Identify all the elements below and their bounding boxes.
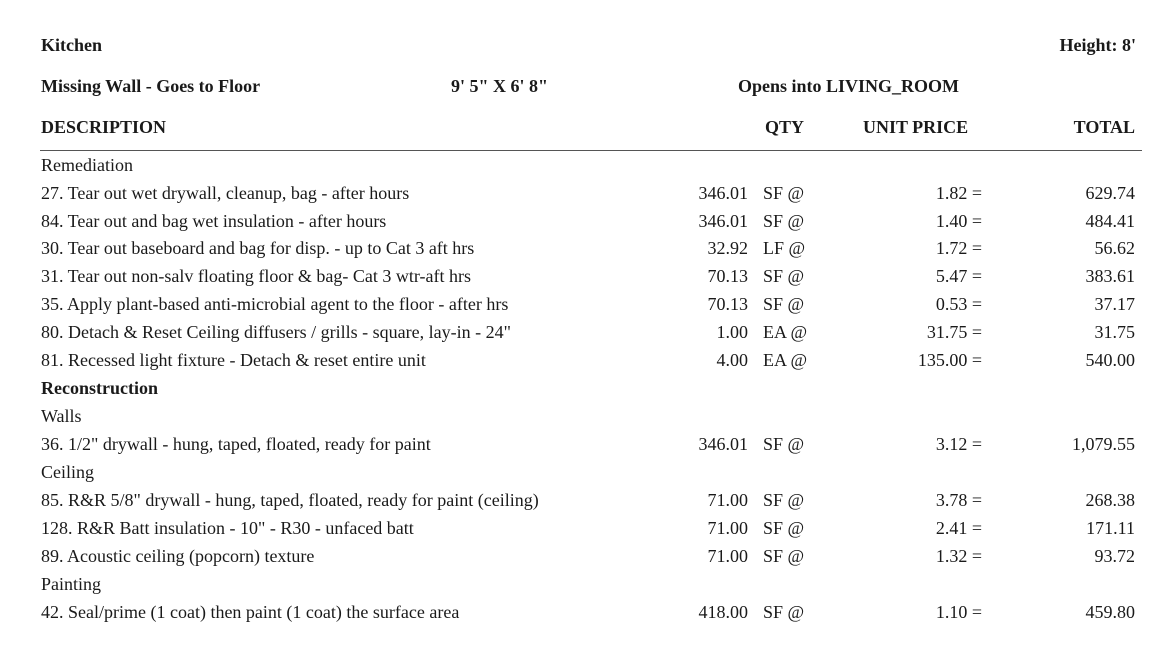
opening-size: 9' 5" X 6' 8" (451, 76, 548, 96)
item-total: 1,079.55 (1072, 434, 1135, 454)
item-unit: SF @ (763, 518, 805, 538)
item-unit-price: 135.00 = (917, 350, 982, 370)
section-ceiling: Ceiling (41, 462, 94, 482)
item-qty: 346.01 (698, 211, 748, 231)
item-description: 30. Tear out baseboard and bag for disp. - up to Cat 3 aft hrs (41, 238, 475, 258)
item-unit: SF @ (763, 546, 805, 566)
item-description: 80. Detach & Reset Ceiling diffusers / grills - square, lay-in - 24" (41, 322, 511, 342)
item-description: 85. R&R 5/8" drywall - hung, taped, floated, ready for paint (ceiling) (41, 490, 539, 510)
item-total: 540.00 (1085, 350, 1135, 370)
item-unit-price: 1.32 = (935, 546, 982, 566)
line-item (0, 518, 1170, 546)
item-total: 56.62 (1094, 238, 1135, 258)
item-total: 37.17 (1094, 294, 1135, 314)
item-description: 36. 1/2" drywall - hung, taped, floated, ready for paint (41, 434, 431, 454)
opening-label: Missing Wall - Goes to Floor (41, 76, 261, 96)
item-unit-price: 1.10 = (935, 602, 982, 622)
item-unit-price: 0.53 = (935, 294, 982, 314)
item-unit-price: 31.75 = (926, 322, 982, 342)
line-item (0, 322, 1170, 350)
column-header-unit-price: UNIT PRICE (863, 117, 969, 137)
item-description: 89. Acoustic ceiling (popcorn) texture (41, 546, 315, 566)
item-qty: 32.92 (707, 238, 748, 258)
column-header-total: TOTAL (1073, 117, 1135, 137)
line-item (0, 602, 1170, 630)
item-qty: 71.00 (707, 518, 748, 538)
item-qty: 71.00 (707, 490, 748, 510)
item-total: 31.75 (1094, 322, 1135, 342)
item-unit: SF @ (763, 434, 805, 454)
room-height: Height: 8' (1059, 35, 1136, 55)
item-unit: SF @ (763, 183, 805, 203)
item-unit-price: 2.41 = (935, 518, 982, 538)
item-description: 42. Seal/prime (1 coat) then paint (1 coat) the surface area (41, 602, 460, 622)
item-qty: 346.01 (698, 434, 748, 454)
item-qty: 346.01 (698, 183, 748, 203)
item-description: 128. R&R Batt insulation - 10" - R30 - unfaced batt (41, 518, 414, 538)
section-walls: Walls (41, 406, 82, 426)
item-description: 31. Tear out non-salv floating floor & bag- Cat 3 wtr-aft hrs (41, 266, 471, 286)
header-divider (40, 150, 1142, 151)
item-description: 81. Recessed light fixture - Detach & reset entire unit (41, 350, 426, 370)
item-unit-price: 1.72 = (935, 238, 982, 258)
item-qty: 70.13 (707, 266, 748, 286)
item-total: 171.11 (1086, 518, 1135, 538)
item-unit: SF @ (763, 294, 805, 314)
item-description: 35. Apply plant-based anti-microbial agent to the floor - after hrs (41, 294, 509, 314)
section-painting: Painting (41, 574, 102, 594)
item-unit-price: 5.47 = (935, 266, 982, 286)
item-unit: SF @ (763, 266, 805, 286)
item-unit: LF @ (763, 238, 806, 258)
item-total: 459.80 (1085, 602, 1135, 622)
line-item (0, 211, 1170, 239)
item-total: 268.38 (1085, 490, 1135, 510)
item-unit: EA @ (763, 322, 808, 342)
item-description: 27. Tear out wet drywall, cleanup, bag - after hours (41, 183, 410, 203)
line-item (0, 294, 1170, 322)
section-remediation: Remediation (41, 155, 133, 175)
room-name: Kitchen (41, 35, 102, 55)
item-total: 93.72 (1094, 546, 1135, 566)
column-header-description: DESCRIPTION (41, 117, 167, 137)
item-unit: EA @ (763, 350, 808, 370)
item-total: 629.74 (1085, 183, 1135, 203)
line-item (0, 490, 1170, 518)
line-item (0, 434, 1170, 462)
line-item (0, 350, 1170, 378)
line-item (0, 238, 1170, 266)
item-qty: 1.00 (716, 322, 748, 342)
item-qty: 71.00 (707, 546, 748, 566)
item-total: 383.61 (1085, 266, 1135, 286)
column-header-qty: QTY (765, 117, 805, 137)
item-unit: SF @ (763, 211, 805, 231)
item-unit: SF @ (763, 490, 805, 510)
item-unit-price: 3.12 = (935, 434, 982, 454)
line-item (0, 183, 1170, 211)
item-unit: SF @ (763, 602, 805, 622)
item-qty: 4.00 (716, 350, 748, 370)
item-qty: 70.13 (707, 294, 748, 314)
item-qty: 418.00 (698, 602, 748, 622)
section-reconstruction: Reconstruction (41, 378, 158, 398)
item-unit-price: 1.82 = (935, 183, 982, 203)
opening-destination: Opens into LIVING_ROOM (738, 76, 960, 96)
item-description: 84. Tear out and bag wet insulation - after hours (41, 211, 387, 231)
line-item (0, 266, 1170, 294)
line-item (0, 546, 1170, 574)
item-unit-price: 1.40 = (935, 211, 982, 231)
item-unit-price: 3.78 = (935, 490, 982, 510)
item-total: 484.41 (1085, 211, 1135, 231)
